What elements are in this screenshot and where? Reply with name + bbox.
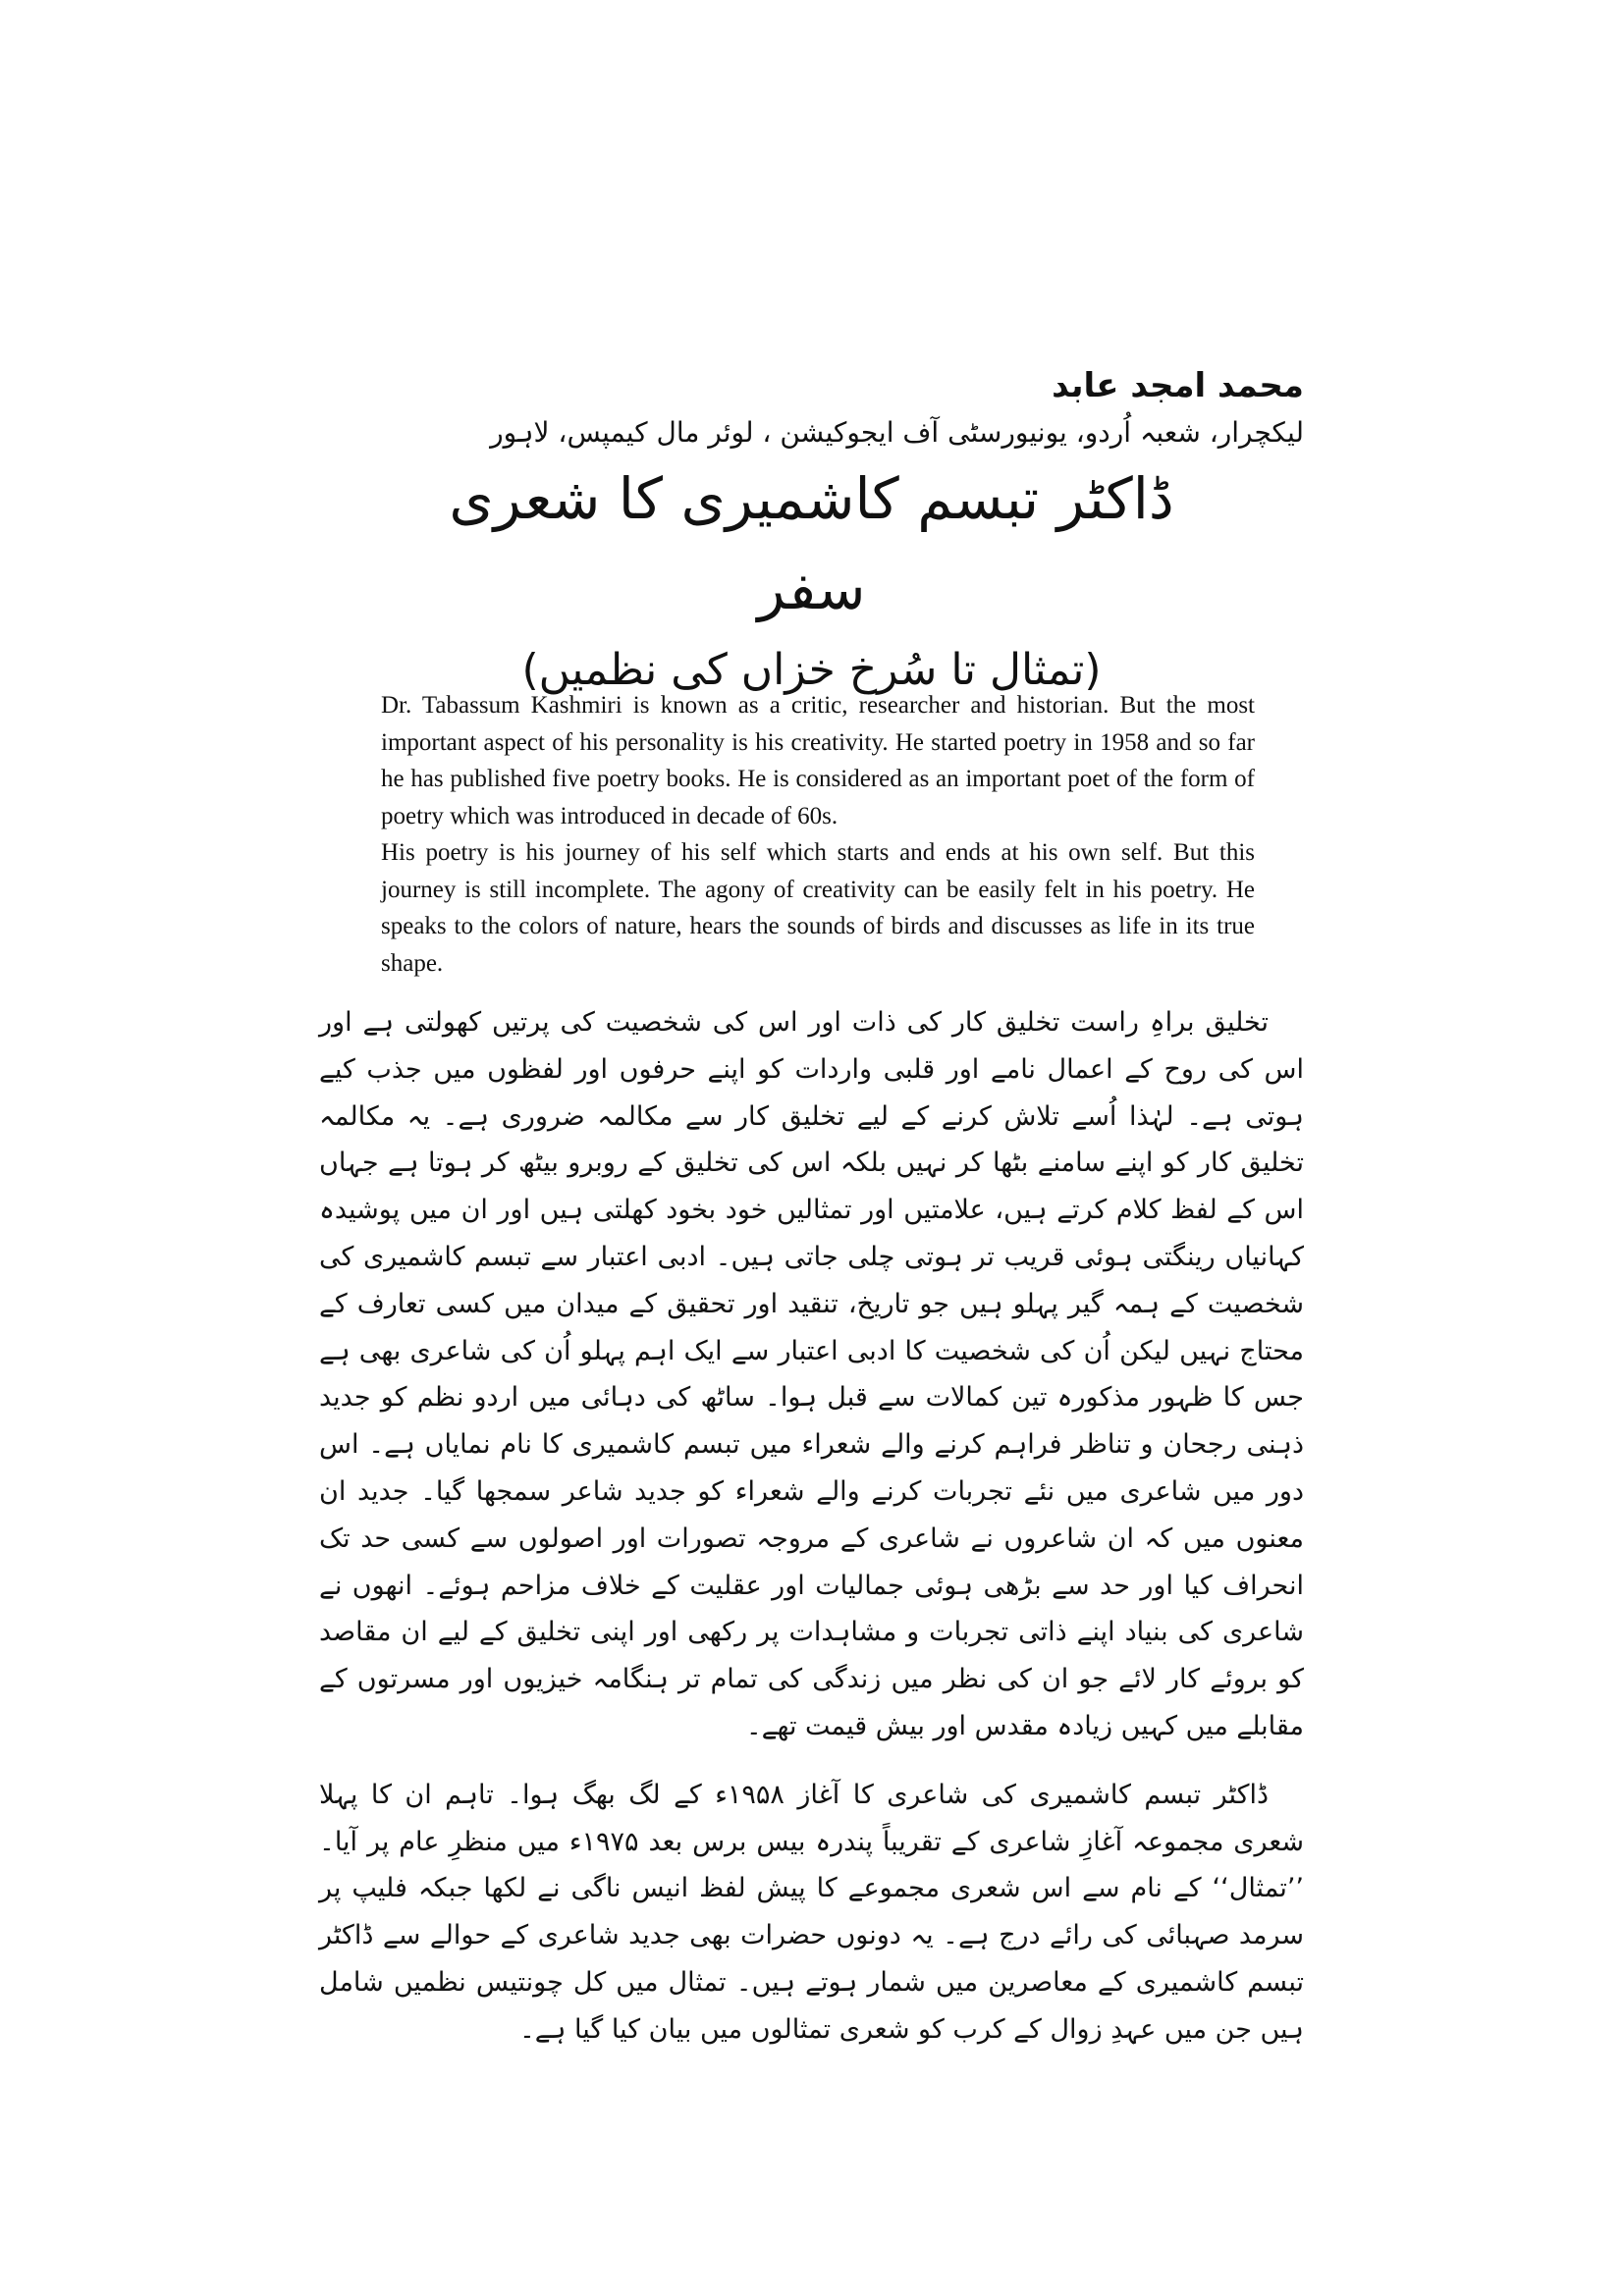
title-block: [393, 454, 1230, 707]
author-name: محمد امجد عابد: [1052, 366, 1304, 405]
abstract-paragraph-1: Dr. Tabassum Kashmiri is known as a critic, researcher and historian. But the most important aspect of his personality is his creativity. He started poetry in 1958 and so far he has published five poetry books. He is considered as an important poet of the form of poetry which was introduced in decade of 60s.: [381, 692, 1255, 829]
article-subtitle: (تمثال تا سُرخ خزاں کی نظمیں): [521, 645, 1102, 695]
body-paragraph-1: تخلیق براہِ راست تخلیق کار کی ذات اور اس کی شخصیت کی پرتیں کھولتی ہے اور اس کی روح کے اعمال نامے اور قلبی واردات کو اپنے حرفوں اور لفظوں میں جذب کیے ہوتی ہے۔ لہٰذا اُسے تلاش کرنے کے لیے تخلیق کار سے مکالمہ ضروری ہے۔ یہ مکالمہ تخلیق کار کو اپنے سامنے بٹھا کر نہیں بلکہ اس کی تخلیق کے روبرو بیٹھ کر ہوتا ہے جہاں اس کے لفظ کلام کرتے ہیں، علامتیں اور تمثالیں خود بخود کھلتی ہیں اور ان میں پوشیدہ کہانیاں رینگتی ہوئی قریب تر ہوتی چلی جاتی ہیں۔ ادبی اعتبار سے تبسم کاشمیری کی شخصیت کے ہمہ گیر پہلو ہیں جو تاریخ، تنقید اور تحقیق کے میدان میں کسی تعارف کے محتاج نہیں لیکن اُن کی شخصیت کا ادبی اعتبار سے ایک اہم پہلو اُن کی شاعری بھی ہے جس کا ظہور مذکورہ تین کمالات سے قبل ہوا۔ ساٹھ کی دہائی میں اردو نظم کو جدید ذہنی رجحان و تناظر فراہم کرنے والے شعراء میں تبسم کاشمیری کا نام نمایاں ہے۔ اس دور میں شاعری میں نئے تجربات کرنے والے شعراء کو جدید شاعر سمجھا گیا۔ جدید ان معنوں میں کہ ان شاعروں نے شاعری کے مروجہ تصورات اور اصولوں سے کسی حد تک انحراف کیا اور حد سے بڑھی ہوئی جمالیات اور عقلیت کے خلاف مزاحم ہوئے۔ انھوں نے شاعری کی بنیاد اپنے ذاتی تجربات و مشاہدات پر رکھی اور اپنی تخلیق کے لیے ان مقاصد کو بروئے کار لائے جو ان کی نظر میں زندگی کی تمام تر ہنگامہ خیزیوں اور مسرتوں کے مقابلے میں کہیں زیادہ مقدس اور بیش قیمت تھے۔: [319, 1007, 1304, 1741]
abstract-paragraph-2: His poetry is his journey of his self which starts and ends at his own self. But this journey is still incomplete. The agony of creativity can be easily felt in his poetry. He speaks to the colors of nature, hears the sounds of birds and discusses as life in its true shape.: [381, 839, 1255, 977]
article-body: [319, 999, 1304, 2054]
body-paragraph-2: ڈاکٹر تبسم کاشمیری کی شاعری کا آغاز ۱۹۵۸ء کے لگ بھگ ہوا۔ تاہم ان کا پہلا شعری مجموعہ آغازِ شاعری کے تقریباً پندرہ بیس برس بعد ۱۹۷۵ء میں منظرِ عام پر آیا۔ ’’تمثال‘‘ کے نام سے اس شعری مجموعے کا پیش لفظ انیس ناگی نے لکھا جبکہ فلیپ پر سرمد صہبائی کی رائے درج ہے۔ یہ دونوں حضرات بھی جدید شاعری کے حوالے سے ڈاکٹر تبسم کاشمیری کے معاصرین میں شمار ہوتے ہیں۔ تمثال میں کل چونتیس نظمیں شامل ہیں جن میں عہدِ زوال کے کرب کو شعری تمثالوں میں بیان کیا گیا ہے۔: [319, 1779, 1304, 2045]
author-affiliation: لیکچرار، شعبہ اُردو، یونیورسٹی آف ایجوکیشن ، لوئر مال کیمپس، لاہور: [490, 416, 1304, 449]
author-block: [322, 361, 1304, 455]
article-title: ڈاکٹر تبسم کاشمیری کا شعری سفر: [449, 465, 1174, 622]
english-abstract: [381, 687, 1255, 982]
